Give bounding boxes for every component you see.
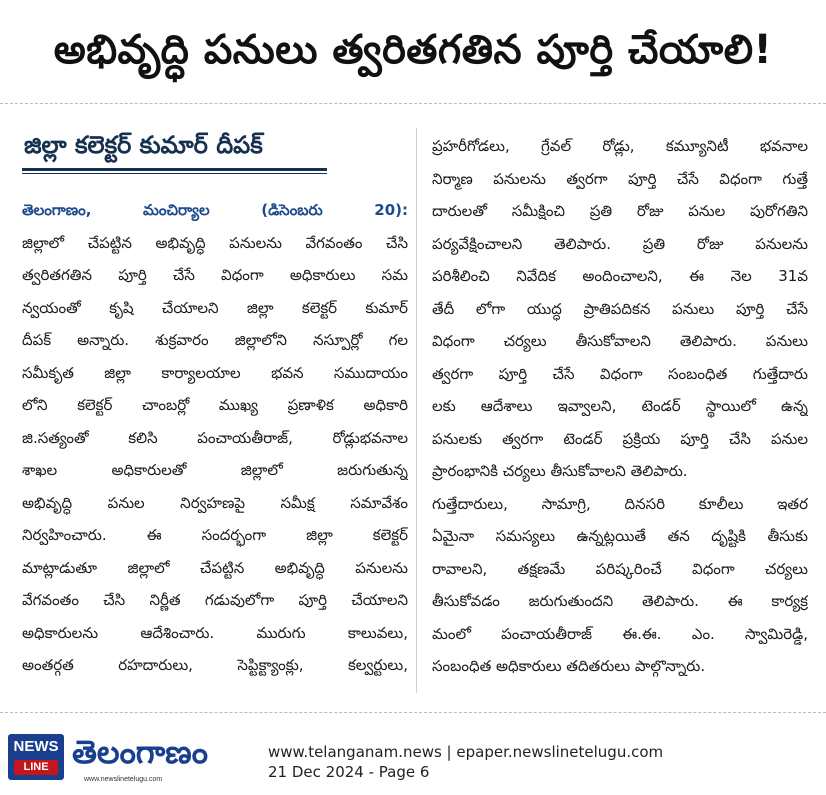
- article-line: రావాలని, తక్షణమే పరిష్కరించే విధంగా చర్యలు: [432, 559, 808, 578]
- logo-news-text: NEWS: [13, 738, 59, 755]
- logo-url: www.newslinetelugu.com: [84, 776, 163, 783]
- article-line: ఏమైనా సమస్యలు ఉన్నట్లయితే తన దృష్టికి తీసుకు: [432, 527, 808, 545]
- article-line: న్వయంతో కృషి చేయాలని జిల్లా కలెక్టర్ కుమార్: [22, 298, 408, 317]
- article-dateline: తెలంగాణం, మంచిర్యాల (డిసెంబరు 20):: [22, 201, 408, 219]
- newsline-logo: [8, 734, 64, 780]
- article-line: జి.సత్యంతో కలిసి పంచాయతీరాజ్, రోడ్లుభవనాల: [22, 428, 408, 447]
- article-line: లోని కలెక్టర్ చాంబర్లో ముఖ్య ప్రణాళిక అధికారి: [22, 396, 408, 414]
- footer-info: [268, 742, 663, 782]
- article-line: నిర్మాణ పనులను త్వరగా పూర్తి చేసే విధంగా గుత్తే: [432, 169, 808, 188]
- article-line: ప్రారంభానికి చర్యలు తీసుకోవాలని తెలిపారు.: [432, 462, 688, 480]
- article-line: పనులకు త్వరగా టెండర్ ప్రక్రియ పూర్తి చేసి పనుల: [432, 429, 808, 448]
- article-line: పర్యవేక్షించాలని తెలిపారు. ప్రతి రోజు పనులను: [432, 234, 808, 253]
- subheadline-underline: [22, 168, 327, 171]
- column-divider: [416, 128, 417, 693]
- article-line: ప్రహరీగోడలు, గ్రేవల్ రోడ్లు, కమ్యూనిటీ భవనాల: [432, 137, 808, 155]
- article-line: అధికారులను ఆదేశించారు. మురుగు కాలువలు,: [22, 623, 408, 642]
- subheadline-underline-thin: [22, 173, 327, 174]
- article-line: త్వరగా పూర్తి చేసే విధంగా సంబంధిత గుత్తేదారు: [432, 364, 808, 383]
- article-line: వేగవంతం చేసి నిర్ణీత గడువులోగా పూర్తి చేయాలని: [22, 591, 408, 609]
- article-line: నిర్వహించారు. ఈ సందర్భంగా జిల్లా కలెక్టర్: [22, 526, 408, 544]
- article-line: మాట్లాడుతూ జిల్లాలో చేపట్టిన అభివృద్ధి పనులను: [22, 558, 408, 577]
- article-line: దారులతో సమీక్షించి ప్రతి రోజు పనుల పురోగతిని: [432, 202, 808, 220]
- footer: [0, 722, 826, 795]
- article-line: త్వరితగతిన పూర్తి చేసే విధంగా అధికారులు సమ: [22, 266, 408, 284]
- logo-line-text: LINE: [14, 760, 58, 775]
- bottom-divider: [0, 712, 826, 713]
- article-left-column: [22, 194, 408, 682]
- article-right-column: [432, 130, 808, 683]
- article-line: సంబంధిత అధికారులు తదితరులు పాల్గొన్నారు.: [432, 657, 706, 675]
- article-line: విధంగా చర్యలు తీసుకోవాలని తెలిపారు. పనులు: [432, 332, 808, 350]
- article-line: శాఖల అధికారులతో జిల్లాలో జరుగుతున్న: [22, 461, 408, 479]
- headline: అభివృద్ధి పనులు త్వరితగతిన పూర్తి చేయాలి!: [53, 27, 773, 73]
- footer-links: www.telanganam.news | epaper.newslinetelugu.com: [268, 743, 664, 761]
- article-line: గుత్తేదారులు, సామాగ్రి, దినసరి కూలీలు ఇతర: [432, 494, 808, 513]
- article-line: పరిశీలించి నివేదిక అందించాలని, ఈ నెల 31వ: [432, 267, 808, 285]
- footer-date-page: 21 Dec 2024 - Page 6: [268, 763, 430, 781]
- article-line: తేదీ లోగా యుద్ధ ప్రాతిపదికన పనులు పూర్తి చేసే: [432, 299, 808, 318]
- telanganam-brand: తెలంగాణం: [72, 733, 208, 771]
- top-divider: [0, 103, 826, 104]
- article-line: మంలో పంచాయతీరాజ్ ఈ.ఈ. ఎం. స్వామిరెడ్డి,: [432, 624, 808, 643]
- article-line: జిల్లాలో చేపట్టిన అభివృద్ధి పనులను వేగవంతం చేసి: [22, 233, 408, 252]
- article-line: సమీకృత జిల్లా కార్యాలయాల భవన సముదాయం: [22, 363, 408, 382]
- article-line: దీపక్ అన్నారు. శుక్రవారం జిల్లాలోని నస్పూర్లో గల: [22, 331, 408, 349]
- article-line: అభివృద్ధి పనుల నిర్వహణపై సమీక్ష సమావేశం: [22, 493, 408, 512]
- article-line: తీసుకోవడం జరుగుతుందని తెలిపారు. ఈ కార్యక్ర: [432, 592, 808, 610]
- article-line: లకు ఆదేశాలు ఇవ్వాలని, టెండర్ స్థాయిలో ఉన్న: [432, 397, 808, 415]
- subheadline: జిల్లా కలెక్టర్ కుమార్ దీపక్: [24, 131, 263, 159]
- article-line: అంతర్గత రహదారులు, సెప్టిక్ట్యాంక్లు, కల్వర్టులు,: [22, 656, 408, 674]
